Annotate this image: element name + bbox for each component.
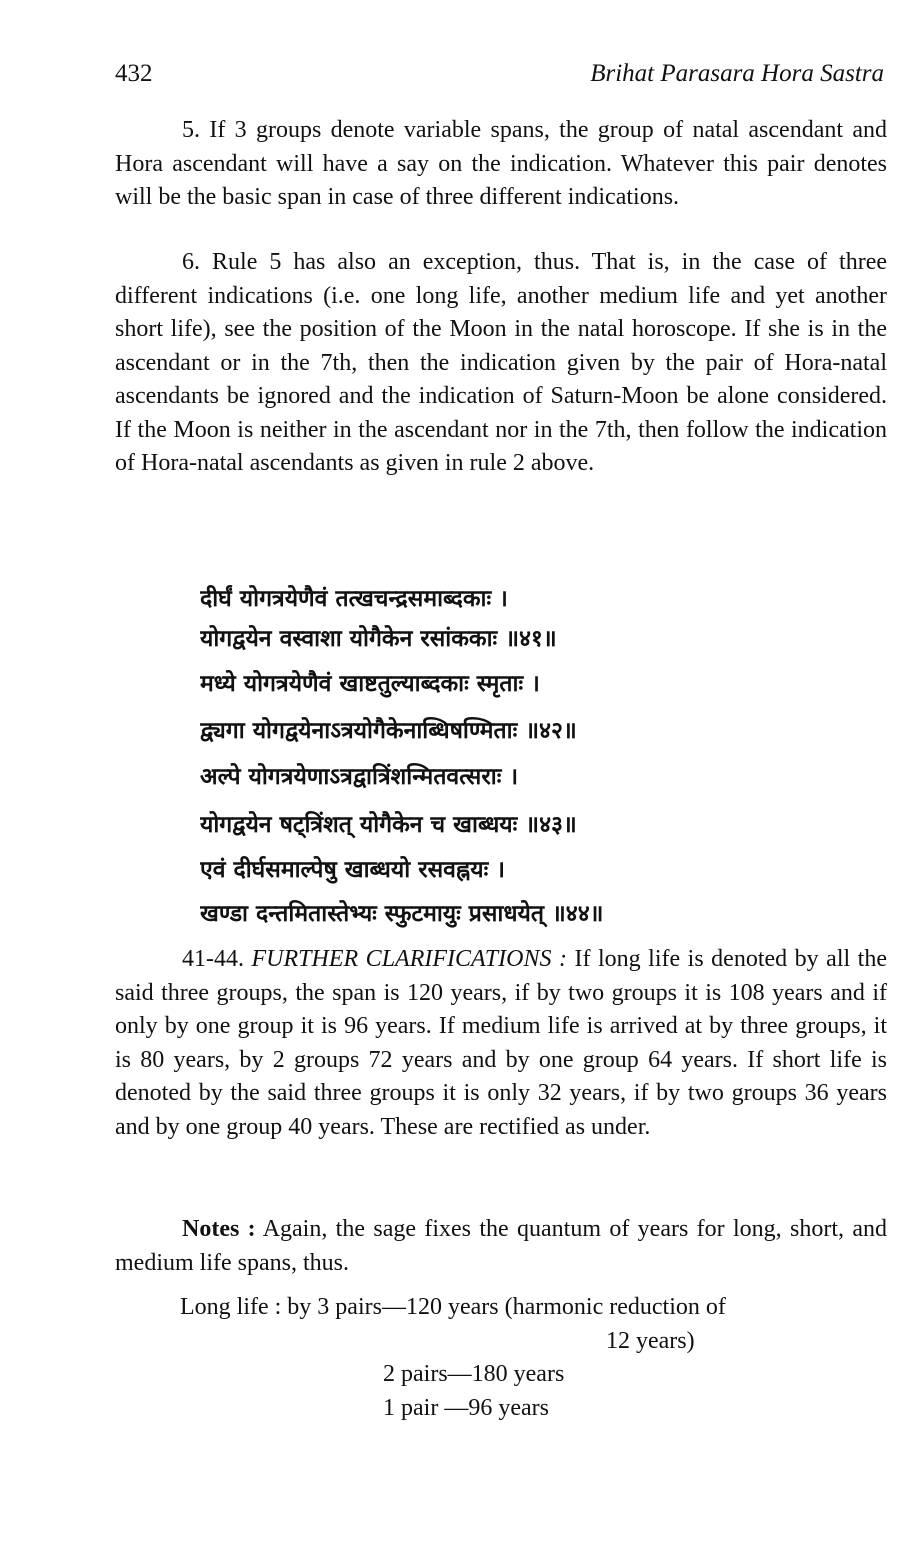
verse-line-7: एवं दीर्घसमाल्पेषु खाब्धयो रसवह्नयः । [200,857,505,883]
notes-paragraph [115,1213,887,1280]
rule-6-paragraph: 6. Rule 5 has also an exception, thus. That is, in the case of three different indications (i.e. one long life, another medium life and yet another short life), see the position of the Moon in the natal horoscope. If she is in the ascendant or in the 7th, then the indication given by the pair of Hora-natal ascendants be ignored and the indication of Saturn-Moon be alone considered. If the Moon is neither in the ascendant nor in the 7th, then follow the indication of Hora-natal ascendants as given in rule 2 above. [115,249,887,476]
verse-line-8: खण्डा दन्तमितास्तेभ्यः स्फुटमायुः प्रसाधयेत् ॥४४॥ [200,901,604,927]
verse-line-5: अल्पे योगत्रयेणाऽत्रद्वात्रिंशन्मितवत्सराः । [200,764,519,790]
verse-line-2: योगद्वयेन वस्वाशा योगैकेन रसांककाः ॥४१॥ [200,626,557,652]
notes-label: Notes : [182,1216,256,1242]
long-life-line-1: Long life : by 3 pairs—120 years (harmonic reduction of [180,1294,726,1320]
verse-line-6: योगद्वयेन षट्त्रिंशत् योगैकेन च खाब्धयः ॥४३॥ [200,812,577,838]
verse-line-1: दीर्घं योगत्रयेणैवं तत्खचन्द्रसमाब्दकाः । [200,586,508,612]
notes-text: Again, the sage fixes the quantum of years for long, short, and medium life spans, thus. [115,1216,887,1276]
clarification-number: 41-44. [182,946,244,972]
long-life-line-2: 2 pairs—180 years [383,1361,565,1387]
running-title: Brihat Parasara Hora Sastra [590,60,884,87]
verse-line-4: द्व्यगा योगद्वयेनाऽत्रयोगैकेनाब्धिषण्मिताः ॥४२॥ [200,718,577,744]
rule-5-paragraph: 5. If 3 groups denote variable spans, the group of natal ascendant and Hora ascendant will have a say on the indication. Whatever this pair denotes will be the basic span in case of three different indications. [115,117,887,210]
long-life-line-3: 1 pair —96 years [383,1395,549,1421]
long-life-line-1-cont: 12 years) [606,1328,695,1354]
clarification-text: If long life is denoted by all the said three groups, the span is 120 years, if by two groups it is 108 years and if only by one group it is 96 years. If medium life is arrived at by three groups, it is 80 years, by 2 groups 72 years and by one group 64 years. If short life is denoted by the said three groups it is only 32 years, if by two groups 36 years and by one group 40 years. These are rectified as under. [115,946,888,1140]
clarification-paragraph [115,943,887,1144]
clarification-heading: FURTHER CLARIFICATIONS : [251,946,567,972]
verse-line-3: मध्ये योगत्रयेणैवं खाष्टतुल्याब्दकाः स्मृताः । [200,671,540,697]
page-number: 432 [115,60,153,87]
